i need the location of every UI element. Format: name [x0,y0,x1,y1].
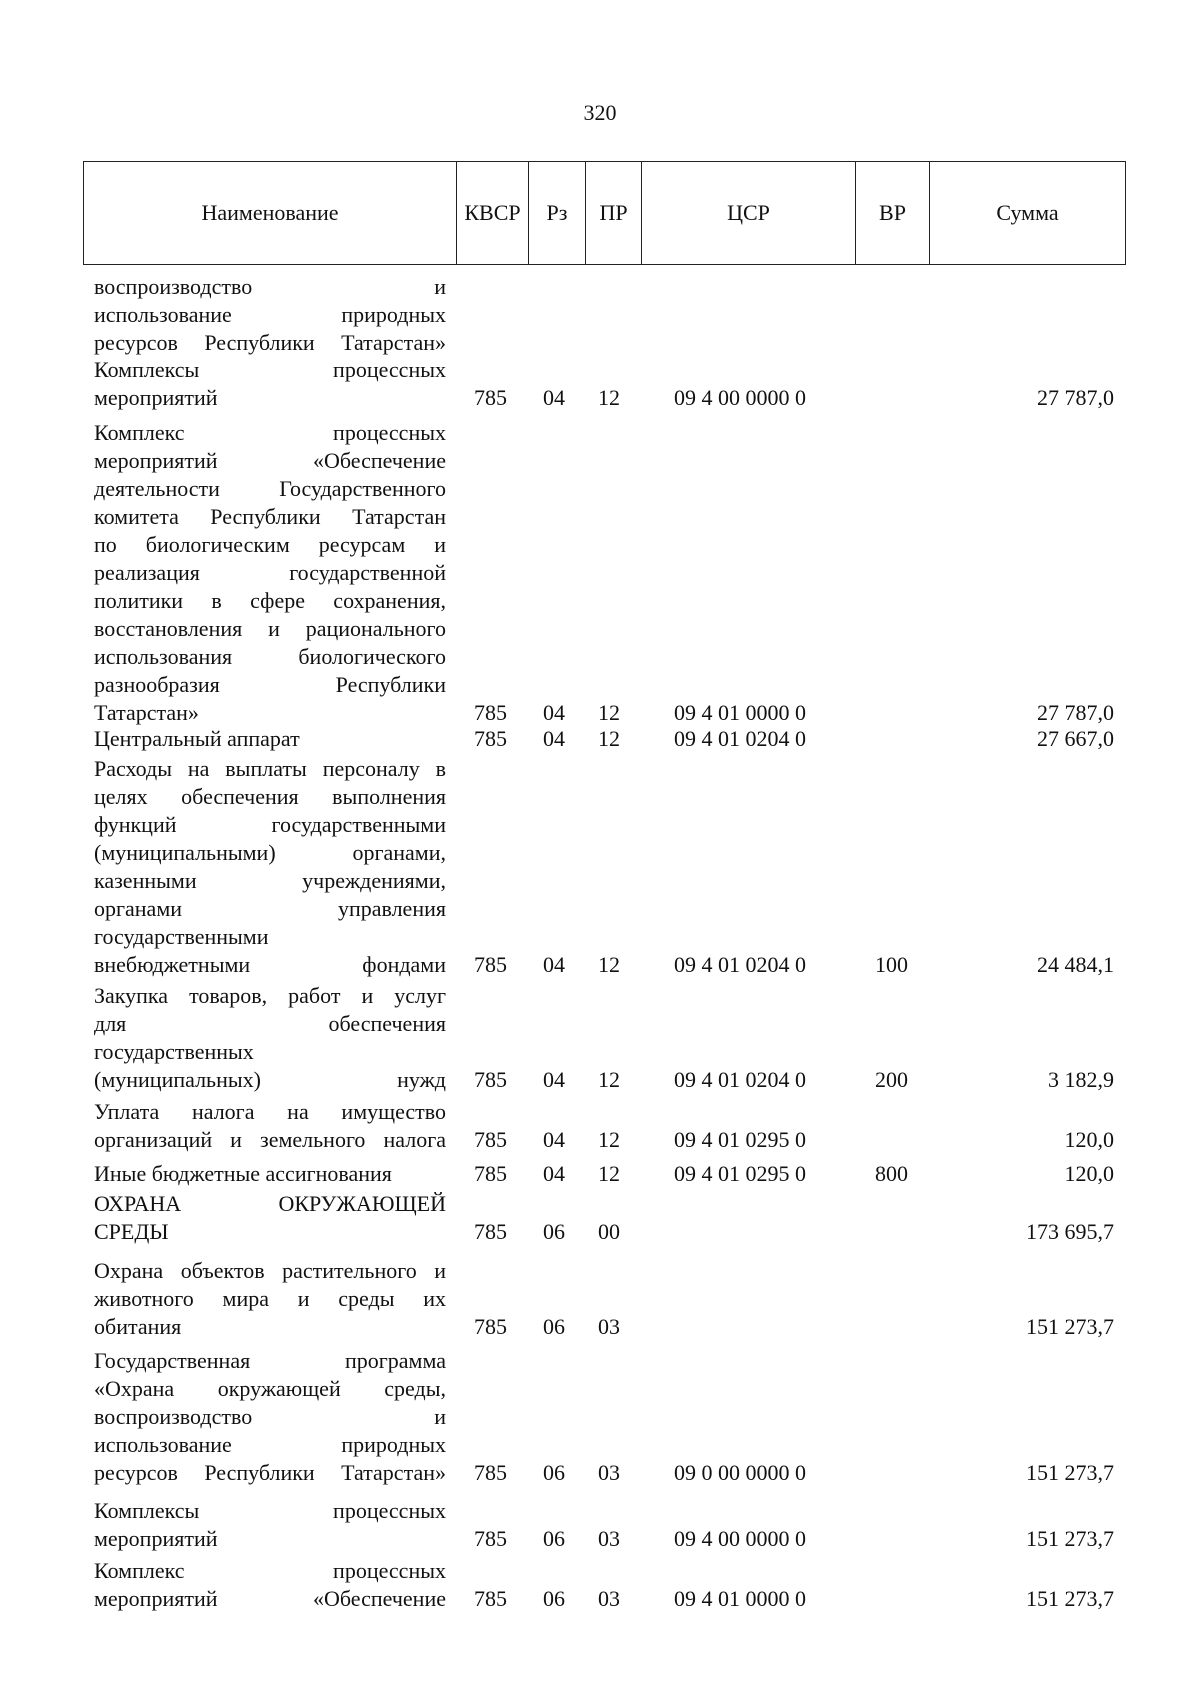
row-name-line: Комплексы процессных [94,357,446,382]
row-name [94,1098,446,1154]
row-name-line: (муниципальных) нужд [94,1067,446,1092]
cell-vr: 100 [875,952,908,977]
cell-sum: 3 182,9 [1048,1067,1114,1092]
cell-rz: 04 [543,726,565,751]
row-name-line: Закупка товаров, работ и услуг [94,983,446,1008]
cell-csr: 09 4 00 0000 0 [674,385,806,410]
row-name-line: политики в сфере сохранения, [94,588,446,613]
row-name-line: Татарстан» [94,700,199,725]
row-name-line: Комплекс процессных [94,1558,446,1583]
row-name-line: функций государственными [94,812,446,837]
cell-rz: 04 [543,1127,565,1152]
header-sum: Сумма [996,200,1059,225]
row-name [94,1497,446,1553]
row-name-line: казенными учреждениями, [94,868,446,893]
row-name-line: воспроизводство и [94,1404,446,1429]
cell-sum: 27 667,0 [1037,726,1114,751]
row-name [94,982,446,1094]
cell-kvsr: 785 [474,1067,507,1092]
row-name [94,1257,446,1341]
cell-csr: 09 4 01 0000 0 [674,1586,806,1611]
cell-csr: 09 0 00 0000 0 [674,1460,806,1485]
cell-kvsr: 785 [474,1161,507,1186]
row-name-line: Охрана объектов растительного и [94,1258,446,1283]
row-name-line: государственными [94,924,269,949]
cell-vr: 800 [875,1161,908,1186]
row-name-line: использование природных [94,1432,446,1457]
cell-rz: 04 [543,1161,565,1186]
header-name: Наименование [84,162,457,264]
cell-sum: 120,0 [1064,1161,1114,1186]
cell-rz: 04 [543,385,565,410]
row-name-line: «Охрана окружающей среды, [94,1376,446,1401]
row-name-line: Иные бюджетные ассигнования [94,1161,392,1186]
row-name [94,356,446,412]
cell-pr: 12 [598,1161,620,1186]
cell-kvsr: 785 [474,1526,507,1551]
cell-kvsr: 785 [474,726,507,751]
row-name-line: Комплексы процессных [94,1498,446,1523]
row-name-line: деятельности Государственного [94,476,446,501]
row-name-line: ресурсов Республики Татарстан» [94,330,446,355]
row-name [94,725,446,753]
cell-rz: 06 [543,1526,565,1551]
cell-pr: 12 [598,952,620,977]
row-name-line: организаций и земельного налога [94,1127,446,1152]
row-name-line: Комплекс процессных [94,420,446,445]
cell-rz: 06 [543,1219,565,1244]
cell-kvsr: 785 [474,385,507,410]
cell-sum: 27 787,0 [1037,385,1114,410]
cell-csr: 09 4 01 0204 0 [674,952,806,977]
row-name-line: (муниципальными) органами, [94,840,446,865]
cell-pr: 12 [598,1067,620,1092]
table-header [83,161,1126,265]
row-name-line: для обеспечения [94,1011,446,1036]
row-name-line: СРЕДЫ [94,1219,169,1244]
cell-csr: 09 4 00 0000 0 [674,1526,806,1551]
row-name [94,1160,446,1188]
row-name-line: Уплата налога на имущество [94,1099,446,1124]
cell-rz: 06 [543,1314,565,1339]
header-kvsr: КВСР [457,162,529,264]
row-name-line: внебюджетными фондами [94,952,446,977]
header-vr: ВР [856,162,930,264]
cell-csr: 09 4 01 0204 0 [674,1067,806,1092]
row-name [94,755,446,979]
cell-pr: 12 [598,726,620,751]
cell-rz: 04 [543,1067,565,1092]
cell-sum: 24 484,1 [1037,952,1114,977]
row-name [94,273,446,357]
cell-rz: 06 [543,1586,565,1611]
row-name-line: ОХРАНА ОКРУЖАЮЩЕЙ [94,1191,446,1216]
cell-sum: 151 273,7 [1026,1526,1114,1551]
row-name-line: Расходы на выплаты персоналу в [94,756,446,781]
row-name-line: воспроизводство и [94,274,446,299]
cell-pr: 00 [598,1219,620,1244]
cell-kvsr: 785 [474,1219,507,1244]
cell-kvsr: 785 [474,1460,507,1485]
row-name-line: мероприятий «Обеспечение [94,448,446,473]
cell-kvsr: 785 [474,1586,507,1611]
cell-kvsr: 785 [474,700,507,725]
cell-sum: 120,0 [1064,1127,1114,1152]
cell-kvsr: 785 [474,952,507,977]
cell-kvsr: 785 [474,1314,507,1339]
cell-rz: 04 [543,952,565,977]
cell-vr: 200 [875,1067,908,1092]
header-pr: ПР [586,162,642,264]
cell-pr: 12 [598,1127,620,1152]
cell-csr: 09 4 01 0295 0 [674,1127,806,1152]
row-name-line: органами управления [94,896,446,921]
cell-pr: 03 [598,1314,620,1339]
row-name-line: использование природных [94,302,446,327]
row-name [94,1190,446,1246]
cell-sum: 173 695,7 [1026,1219,1114,1244]
row-name-line: разнообразия Республики [94,672,446,697]
cell-sum: 151 273,7 [1026,1586,1114,1611]
row-name-line: обитания [94,1314,182,1339]
row-name [94,1347,446,1487]
page-number: 320 [583,100,617,125]
cell-pr: 03 [598,1460,620,1485]
row-name-line: мероприятий [94,1526,218,1551]
row-name-line: мероприятий [94,385,218,410]
row-name [94,1557,446,1613]
row-name-line: комитета Республики Татарстан [94,504,446,529]
cell-csr: 09 4 01 0000 0 [674,700,806,725]
row-name-line: государственных [94,1039,254,1064]
row-name-line: Государственная программа [94,1348,446,1373]
row-name-line: целях обеспечения выполнения [94,784,446,809]
cell-rz: 04 [543,700,565,725]
cell-rz: 06 [543,1460,565,1485]
row-name-line: мероприятий «Обеспечение [94,1586,446,1611]
cell-pr: 12 [598,700,620,725]
row-name-line: реализация государственной [94,560,446,585]
cell-sum: 151 273,7 [1026,1460,1114,1485]
row-name-line: животного мира и среды их [94,1286,446,1311]
row-name-line: использования биологического [94,644,446,669]
header-csr: ЦСР [642,162,856,264]
row-name-line: Центральный аппарат [94,726,300,751]
row-name-line: ресурсов Республики Татарстан» [94,1460,446,1485]
cell-pr: 03 [598,1526,620,1551]
row-name-line: по биологическим ресурсам и [94,532,446,557]
cell-sum: 27 787,0 [1037,700,1114,725]
row-name [94,419,446,727]
row-name-line: восстановления и рационального [94,616,446,641]
cell-pr: 12 [598,385,620,410]
cell-kvsr: 785 [474,1127,507,1152]
header-rz: Рз [529,162,586,264]
cell-csr: 09 4 01 0204 0 [674,726,806,751]
cell-pr: 03 [598,1586,620,1611]
cell-sum: 151 273,7 [1026,1314,1114,1339]
cell-csr: 09 4 01 0295 0 [674,1161,806,1186]
